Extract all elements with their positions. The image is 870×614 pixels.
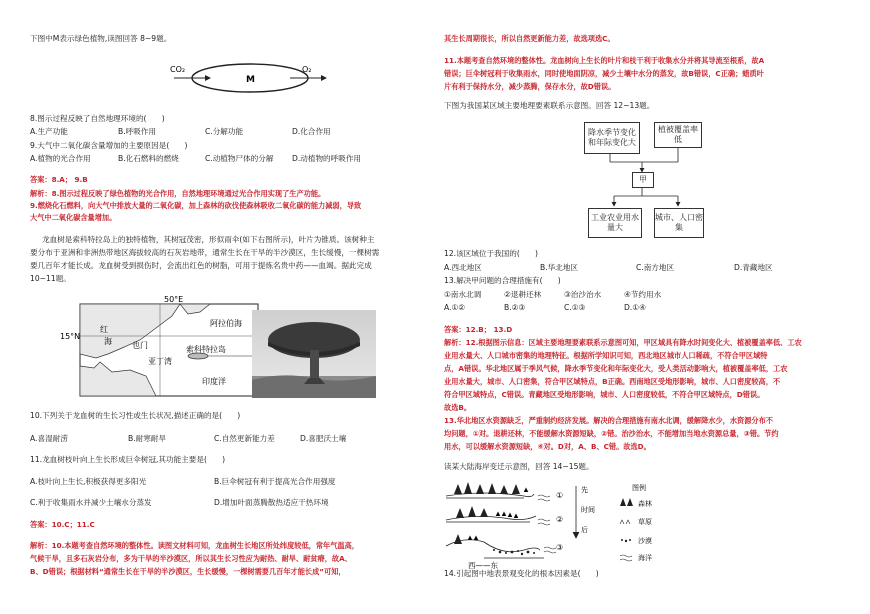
legend-forest: 森林 bbox=[638, 500, 652, 508]
intro-14-15: 读某大陆海岸变迁示意图，回答 14~15题。 bbox=[444, 462, 594, 471]
indian-ocean-label: 印度洋 bbox=[202, 377, 226, 386]
urban-dense-box: 城市、人口密集 bbox=[654, 208, 704, 238]
q12-option-c: C.南方地区 bbox=[636, 263, 675, 272]
time-early-label: 先 bbox=[581, 486, 588, 494]
socotra-map bbox=[60, 296, 260, 398]
q9-option-b: B.化石燃料的燃烧 bbox=[118, 154, 179, 163]
q10-option-d: D.喜肥沃土壤 bbox=[300, 434, 347, 443]
explain-10-continued: 其生长周期很长，所以自然更新能力差，故选项选C。 bbox=[444, 34, 615, 43]
q10-option-c: C.自然更新能力差 bbox=[214, 434, 275, 443]
red-sea-label-2: 海 bbox=[104, 337, 112, 346]
q8-stem: 8.图示过程反映了自然地理环境的( ) bbox=[30, 114, 165, 123]
stage-3-label: ③ bbox=[556, 543, 564, 552]
intro-10-11-line1: 龙血树是索科特拉岛上的独特植物，其树冠茂密，形似雨伞(如下右图所示)，叶片为锥质。该树种主 bbox=[42, 235, 375, 244]
explain-12-line5: 符合甲区域特点，C错误。青藏地区受地形影响，城市、人口密度较低，不符合甲区域特点，D错误。 bbox=[444, 390, 765, 399]
q9-option-a: A.植物的光合作用 bbox=[30, 154, 91, 163]
low-vegetation-box: 植被覆盖率低 bbox=[654, 122, 702, 148]
answer-12-13: 答案：12.B； 13.D bbox=[444, 325, 513, 334]
problem-jia-box: 甲 bbox=[632, 172, 654, 188]
q13-sub-3: ③治沙治水 bbox=[564, 290, 602, 299]
legend-grass: 草原 bbox=[638, 518, 652, 526]
explain-12-line2: 业用水量大、人口城市密集的地理特征。根据所学知识可知，西北地区城市人口稀疏，不符合甲区域特 bbox=[444, 351, 768, 360]
explain-10-line1: 解析：10.本题考查自然环境的整体性。读图文材料可知，龙血树生长地区所处纬度较低，常年气温高， bbox=[30, 541, 359, 550]
q11-option-d: D.增加叶面蒸腾散热适应干热环境 bbox=[214, 498, 329, 507]
red-sea-label: 红 bbox=[100, 325, 108, 334]
stage-1-label: ① bbox=[556, 491, 564, 500]
explain-13-line2: 均问题，①对。退耕还林，不能缓解水资源短缺，②错。治沙治水，不能增加当地水资源总量，③错。节约 bbox=[444, 429, 779, 438]
q13-option-a: A.①② bbox=[444, 303, 466, 312]
m-label: M bbox=[246, 75, 255, 85]
q9-option-d: D.动植物的呼吸作用 bbox=[292, 154, 362, 163]
intro-10-11-line2: 要分布于亚洲和非洲热带地区海拔较高的石灰岩地带，通常生长在干旱的半沙漠区，生长缓慢，一棵树需 bbox=[30, 248, 380, 257]
q10-option-b: B.耐寒耐旱 bbox=[128, 434, 166, 443]
o2-label: O₂ bbox=[302, 65, 312, 74]
yemen-label: 也门 bbox=[132, 341, 148, 350]
q13-sub-2: ②退耕还林 bbox=[504, 290, 542, 299]
q13-sub-1: ①南水北调 bbox=[444, 290, 482, 299]
arabian-sea-label: 阿拉伯海 bbox=[210, 319, 242, 328]
explain-12-line1: 解析：12.根据图示信息：区域主要地理要素联系示意图可知，甲区域具有降水时间变化大、植被覆盖率低、工农 bbox=[444, 338, 802, 347]
coastline-change-diagram bbox=[444, 476, 684, 572]
explain-11-line3: 片有利于保持水分，减少蒸腾，保存水分，故D错误。 bbox=[444, 82, 616, 91]
time-late-label: 后 bbox=[581, 526, 588, 534]
intro-10-11-line4: 10~11题。 bbox=[30, 274, 71, 283]
gulf-of-aden-label: 亚丁湾 bbox=[148, 357, 172, 366]
longitude-label: 50°E bbox=[164, 296, 184, 304]
q10-option-a: A.喜湿耐涝 bbox=[30, 434, 68, 443]
intro-8-9: 下图中M表示绿色植物,读图回答 8~9题。 bbox=[30, 34, 172, 43]
answer-8-9: 答案：8.A； 9.B bbox=[30, 175, 88, 184]
q11-stem: 11.龙血树枝叶向上生长形成巨伞树冠,其功能主要是( ) bbox=[30, 455, 226, 464]
explain-10-line3: B、D错误；根据材料“通常生长在干旱的半沙漠区，生长缓慢，一棵树需要几百年才能长成”可知， bbox=[30, 567, 346, 576]
explain-10-line2: 气候干旱，且多石灰岩分布，多为干旱的半沙漠区，所以其生长习性应为耐热、耐旱、耐贫瘠，故A、 bbox=[30, 554, 352, 563]
intro-10-11-line3: 要几百年才能长成。龙血树受到损伤时，会流出红色的树脂，可用于提炼名贵中药——血竭。据此完成 bbox=[30, 261, 372, 270]
co2-label: CO₂ bbox=[170, 65, 186, 74]
socotra-label: 索科特拉岛 bbox=[186, 345, 226, 354]
q12-option-b: B.华北地区 bbox=[540, 263, 578, 272]
explain-8-9-line2: 9.燃烧化石燃料，向大气中排放大量的二氧化碳，加上森林的砍伐使森林吸收二氧化碳的能力减弱，导致 bbox=[30, 201, 362, 210]
explain-11-line1: 11.本题考查自然环境的整体性。龙血树向上生长的叶片和枝干利于收集水分并将其导流至根系，故A bbox=[444, 56, 765, 65]
legend-title: 图例 bbox=[632, 484, 646, 492]
explain-11-line2: 错误；巨伞树冠利于收集雨水，同时使地面阴凉，减少土壤中水分的蒸发，故B错误，C正确；蜡质叶 bbox=[444, 69, 764, 78]
q8-option-c: C.分解功能 bbox=[205, 127, 244, 136]
q13-stem: 13.解决甲问题的合理措施有( ) bbox=[444, 276, 561, 285]
west-east-axis: 西——东 bbox=[468, 561, 498, 570]
q14-stem: 14.引起图中地表景观变化的根本因素是( ) bbox=[444, 569, 599, 578]
q12-option-d: D.青藏地区 bbox=[734, 263, 773, 272]
explain-13-line1: 13.华北地区水资源缺乏，严重制约经济发展。解决的合理措施有南水北调，缓解降水少，水资源分布不 bbox=[444, 416, 773, 425]
q13-option-b: B.②③ bbox=[504, 303, 526, 312]
q12-option-a: A.西北地区 bbox=[444, 263, 482, 272]
explain-8-9-line3: 大气中二氧化碳含量增加。 bbox=[30, 213, 117, 222]
q9-stem: 9.大气中二氧化碳含量增加的主要原因是( ) bbox=[30, 141, 188, 150]
region-flow-diagram bbox=[584, 118, 724, 240]
legend-sea: 海洋 bbox=[638, 554, 652, 562]
water-use-box: 工业农业用水量大 bbox=[588, 208, 642, 238]
q13-sub-4: ④节约用水 bbox=[624, 290, 662, 299]
q10-stem: 10.下列关于龙血树的生长习性或生长状况,描述正确的是( ) bbox=[30, 411, 241, 420]
latitude-label: 15°N bbox=[60, 332, 81, 341]
time-label: 时间 bbox=[581, 506, 595, 514]
legend-sand: 沙漠 bbox=[638, 537, 652, 545]
q8-option-d: D.化合作用 bbox=[292, 127, 331, 136]
explain-12-line6: 故选B。 bbox=[444, 403, 472, 412]
explain-8-9-line1: 解析：8.图示过程反映了绿色植物的光合作用，自然地理环境通过光合作用实现了生产功能。 bbox=[30, 189, 326, 198]
explain-12-line3: 点，A错误。华北地区属于季风气候，降水季节变化和年际变化大，受人类活动影响大，植被覆盖率低，工农 bbox=[444, 364, 788, 373]
explain-12-line4: 业用水量大，城市、人口密集，符合甲区域特点，B正确。西南地区受地形影响，城市、人口密度较高，不 bbox=[444, 377, 781, 386]
precip-variability-box: 降水季节变化和年际变化大 bbox=[584, 122, 640, 154]
answer-10-11: 答案：10.C；11.C bbox=[30, 520, 95, 529]
q11-option-c: C.利于收集雨水并减少土壤水分蒸发 bbox=[30, 498, 152, 507]
q8-option-b: B.呼吸作用 bbox=[118, 127, 156, 136]
photosynthesis-diagram bbox=[170, 58, 330, 98]
intro-12-13: 下图为我国某区域主要地理要素联系示意图。回答 12~13题。 bbox=[444, 101, 655, 110]
stage-2-label: ② bbox=[556, 515, 564, 524]
dragon-tree-photo bbox=[252, 310, 376, 398]
q8-option-a: A.生产功能 bbox=[30, 127, 68, 136]
q9-option-c: C.动植物尸体的分解 bbox=[205, 154, 274, 163]
q13-option-c: C.①③ bbox=[564, 303, 586, 312]
q11-option-a: A.枝叶向上生长,积极获得更多阳光 bbox=[30, 477, 147, 486]
q12-stem: 12.该区域位于我国的( ) bbox=[444, 249, 538, 258]
q13-option-d: D.①④ bbox=[624, 303, 646, 312]
explain-13-line3: 用水，可以缓解水资源短缺，④对。D对，A、B、C错。故选D。 bbox=[444, 442, 651, 451]
q11-option-b: B.巨伞树冠有利于提高光合作用强度 bbox=[214, 477, 336, 486]
